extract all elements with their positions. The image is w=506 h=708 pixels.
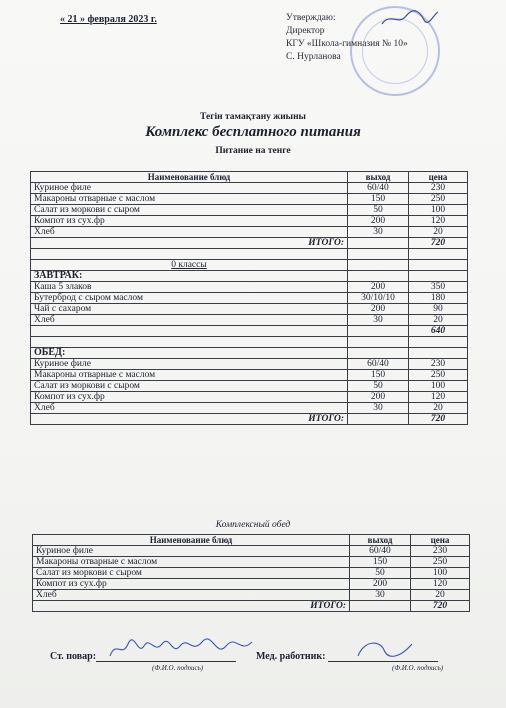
cell-out: 60/40 (348, 183, 409, 194)
table-row (31, 183, 468, 194)
total-value: 640 (409, 326, 468, 337)
lunch-label: ОБЕД: (31, 348, 348, 359)
breakfast-label: ЗАВТРАК: (31, 271, 348, 282)
cell-price: 100 (411, 568, 470, 579)
table-row (31, 304, 468, 315)
cook-signature (106, 636, 256, 662)
total-value: 720 (409, 414, 468, 425)
med-label: Мед. работник: (256, 651, 326, 662)
section-row (31, 260, 468, 271)
col-header-name: Наименование блюд (33, 535, 350, 546)
document-date: « 21 » февраля 2023 г. (60, 14, 157, 25)
cell-out: 150 (348, 370, 409, 381)
empty-row (31, 337, 468, 348)
total-value: 720 (409, 238, 468, 249)
cell-out: 30 (348, 227, 409, 238)
cell-price: 20 (409, 403, 468, 414)
cell-out: 50 (348, 205, 409, 216)
cell-name: Куриное филе (33, 546, 350, 557)
section-row (31, 271, 468, 282)
empty-cell (409, 348, 468, 359)
col-header-out: выход (348, 172, 409, 183)
cell-price: 100 (409, 381, 468, 392)
menu-table-lunch (32, 534, 470, 612)
cell-out: 30/10/10 (348, 293, 409, 304)
cell-name: Куриное филе (31, 359, 348, 370)
empty-cell (350, 601, 411, 612)
table-header-row (31, 172, 468, 183)
subtitle: Питание на тенге (215, 146, 291, 156)
table-row (31, 282, 468, 293)
kazakh-title: Тегін тамақтану жиыны (200, 112, 306, 122)
cook-caption: (Ф.И.О. подпись) (152, 664, 204, 672)
approve-line-1: Утверждаю: (286, 13, 336, 23)
table-row (33, 546, 470, 557)
cell-name: Каша 5 злаков (31, 282, 348, 293)
cell-name: Хлеб (31, 227, 348, 238)
empty-cell (409, 337, 468, 348)
cell-price: 120 (409, 392, 468, 403)
cell-price: 120 (411, 579, 470, 590)
approve-line-2: Директор (286, 26, 325, 36)
cook-label: Ст. повар: (50, 651, 97, 662)
table-row (31, 227, 468, 238)
cell-price: 230 (411, 546, 470, 557)
table-row (31, 392, 468, 403)
empty-cell (348, 348, 409, 359)
cell-price: 20 (409, 315, 468, 326)
total-label: ИТОГО: (33, 601, 350, 612)
cell-price: 100 (409, 205, 468, 216)
total-row (31, 238, 468, 249)
section-row (31, 348, 468, 359)
empty-cell (409, 260, 468, 271)
cell-name: Куриное филе (31, 183, 348, 194)
cell-name: Макароны отварные с маслом (31, 194, 348, 205)
main-title: Комплекс бесплатного питания (145, 124, 361, 140)
cell-out: 200 (348, 282, 409, 293)
cell-name: Макароны отварные с маслом (31, 370, 348, 381)
table-row (31, 194, 468, 205)
menu-table-main (30, 171, 468, 425)
total-row (31, 326, 468, 337)
table-row (31, 370, 468, 381)
cell-name: Компот из сух.фр (31, 216, 348, 227)
cell-price: 120 (409, 216, 468, 227)
cell-price: 250 (409, 370, 468, 381)
cell-price: 250 (411, 557, 470, 568)
empty-cell (348, 238, 409, 249)
med-caption: (Ф.И.О. подпись) (392, 664, 444, 672)
table-row (31, 359, 468, 370)
empty-cell (348, 271, 409, 282)
table-row (31, 216, 468, 227)
cell-name: Салат из моркови с сыром (33, 568, 350, 579)
classes-label: 0 классы (31, 260, 348, 271)
cell-name: Салат из моркови с сыром (31, 205, 348, 216)
table-row (33, 579, 470, 590)
table-row (31, 403, 468, 414)
cell-out: 200 (348, 304, 409, 315)
empty-cell (348, 260, 409, 271)
table-row (33, 568, 470, 579)
cell-out: 60/40 (350, 546, 411, 557)
cell-name: Компот из сух.фр (31, 392, 348, 403)
cell-name: Салат из моркови с сыром (31, 381, 348, 392)
cell-price: 230 (409, 183, 468, 194)
col-header-name: Наименование блюд (31, 172, 348, 183)
cell-name: Хлеб (31, 403, 348, 414)
cell-name: Чай с сахаром (31, 304, 348, 315)
cell-out: 30 (348, 315, 409, 326)
total-value: 720 (411, 601, 470, 612)
table-row (33, 590, 470, 601)
cell-out: 30 (350, 590, 411, 601)
cell-out: 30 (348, 403, 409, 414)
cell-price: 250 (409, 194, 468, 205)
table-header-row (33, 535, 470, 546)
empty-cell (409, 249, 468, 260)
empty-cell (348, 326, 409, 337)
empty-cell (31, 337, 348, 348)
cell-name: Макароны отварные с маслом (33, 557, 350, 568)
total-row (33, 601, 470, 612)
cell-price: 20 (411, 590, 470, 601)
total-row (31, 414, 468, 425)
col-header-out: выход (350, 535, 411, 546)
empty-cell (31, 326, 348, 337)
cell-name: Хлеб (31, 315, 348, 326)
col-header-price: цена (409, 172, 468, 183)
empty-cell (348, 414, 409, 425)
cell-out: 150 (348, 194, 409, 205)
cell-name: Компот из сух.фр (33, 579, 350, 590)
table-row (31, 315, 468, 326)
table-row (31, 293, 468, 304)
cell-name: Бутерброд с сыром маслом (31, 293, 348, 304)
cell-price: 180 (409, 293, 468, 304)
table-row (31, 381, 468, 392)
med-signature (350, 636, 420, 662)
cell-out: 200 (348, 392, 409, 403)
table-row (31, 205, 468, 216)
total-label: ИТОГО: (31, 238, 348, 249)
cell-out: 150 (350, 557, 411, 568)
cell-out: 200 (350, 579, 411, 590)
approval-block (286, 12, 408, 64)
empty-cell (409, 271, 468, 282)
cell-price: 90 (409, 304, 468, 315)
table-row (33, 557, 470, 568)
empty-cell (31, 249, 348, 260)
cell-out: 50 (350, 568, 411, 579)
cell-price: 20 (409, 227, 468, 238)
cell-price: 350 (409, 282, 468, 293)
cell-out: 60/40 (348, 359, 409, 370)
empty-cell (348, 249, 409, 260)
approve-line-4: С. Нурланова (286, 52, 341, 62)
approve-line-3: КГУ «Школа-гимназия № 10» (286, 39, 408, 49)
empty-row (31, 249, 468, 260)
total-label: ИТОГО: (31, 414, 348, 425)
cell-name: Хлеб (33, 590, 350, 601)
cell-out: 50 (348, 381, 409, 392)
empty-cell (348, 337, 409, 348)
cell-price: 230 (409, 359, 468, 370)
complex-lunch-title: Комплексный обед (215, 520, 291, 530)
col-header-price: цена (411, 535, 470, 546)
cell-out: 200 (348, 216, 409, 227)
